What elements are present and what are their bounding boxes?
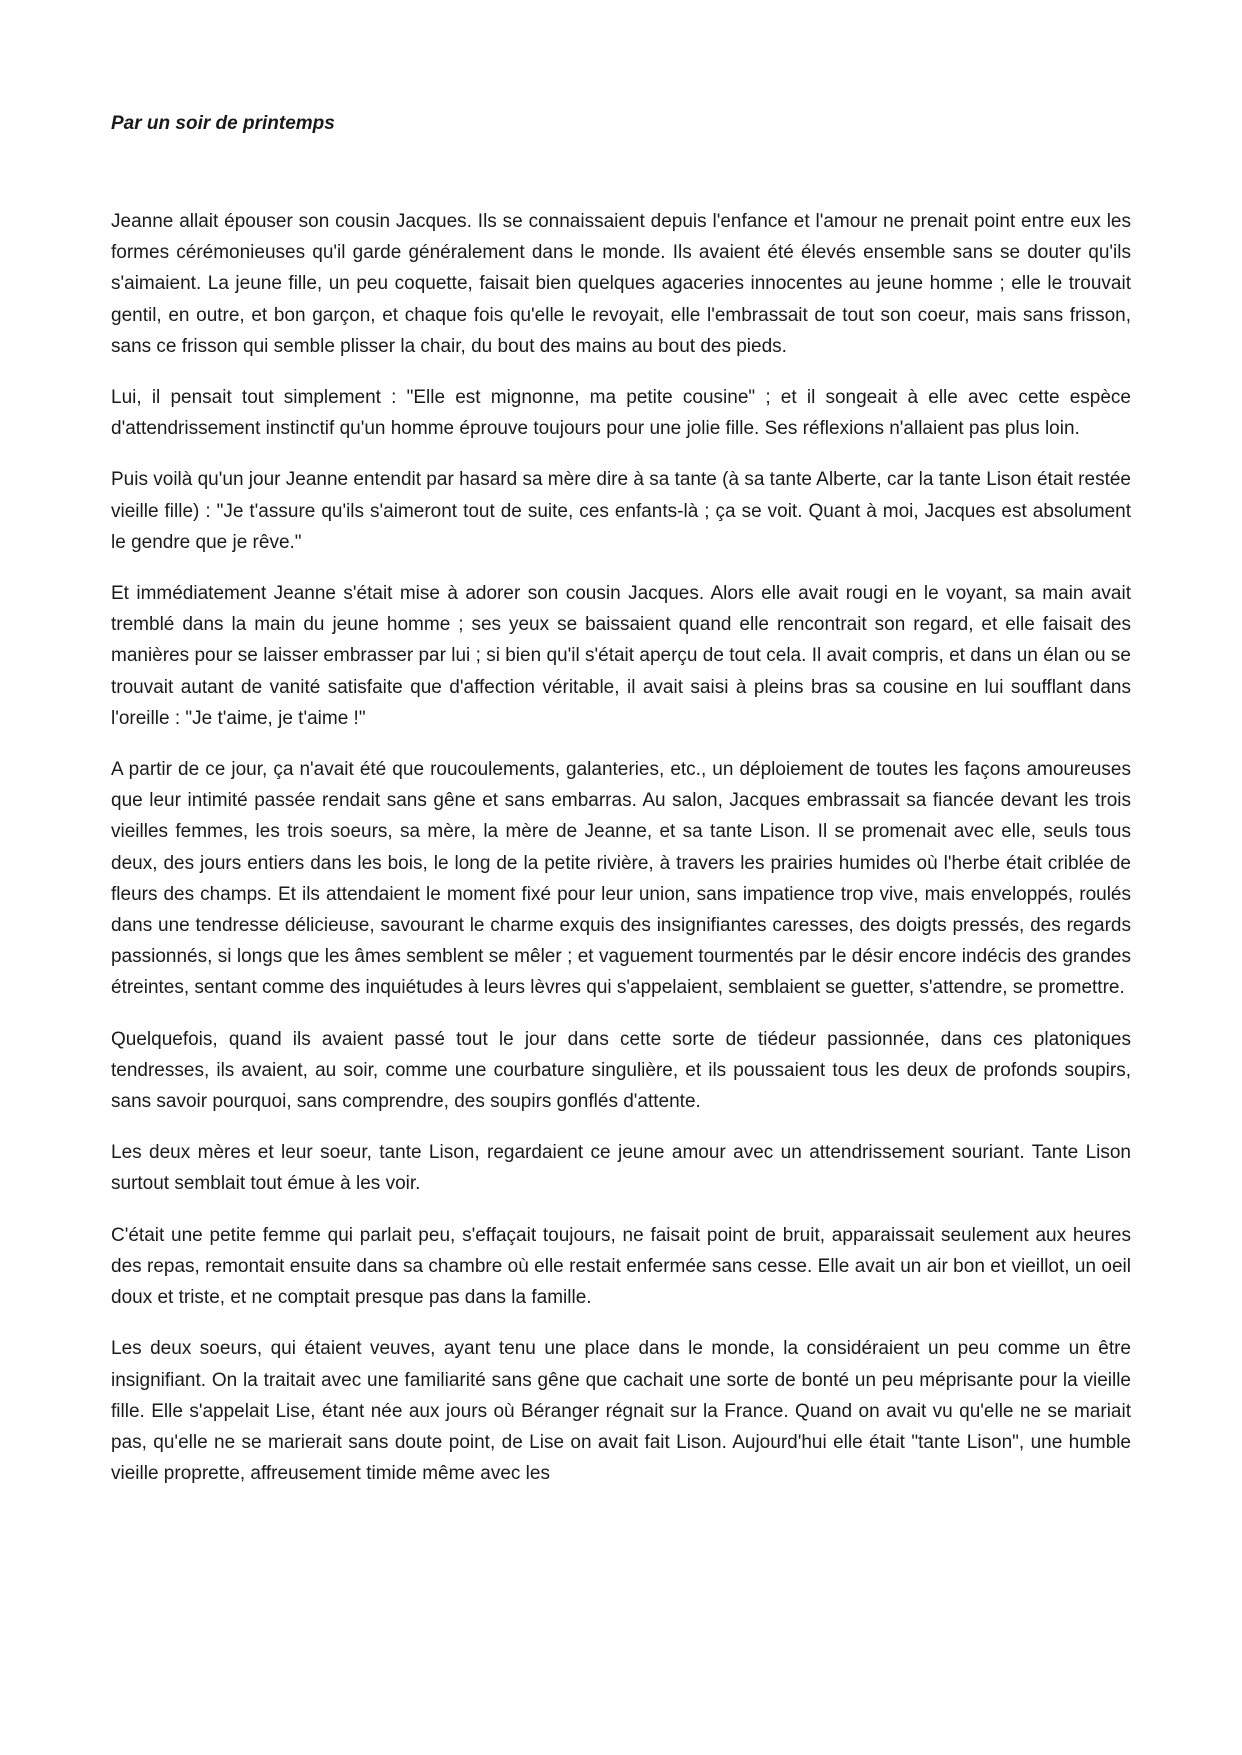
paragraph: A partir de ce jour, ça n'avait été que roucoulements, galanteries, etc., un déploiement de toutes les façons amoureuses que leur intimité passée rendait sans gêne et sans embarras. Au salon, Jacques embrassait sa fiancée devant les trois vieilles femmes, les trois soeurs, sa mère, la mère de Jeanne, et sa tante Lison. Il se promenait avec elle, seuls tous deux, des jours entiers dans les bois, le long de la petite rivière, à travers les prairies humides où l'herbe était criblée de fleurs des champs. Et ils attendaient le moment fixé pour leur union, sans impatience trop vive, mais enveloppés, roulés dans une tendresse délicieuse, savourant le charme exquis des insignifiantes caresses, des doigts pressés, des regards passionnés, si longs que les âmes semblent se mêler ; et vaguement tourmentés par le désir encore indécis des grandes étreintes, sentant comme des inquiétudes à leurs lèvres qui s'appelaient, semblaient se guetter, s'attendre, se promettre. xyxy=(111,759,1131,999)
paragraph: Quelquefois, quand ils avaient passé tout le jour dans cette sorte de tiédeur passionnée, dans ces platoniques tendresses, ils avaient, au soir, comme une courbature singulière, et ils poussaient tous les deux de profonds soupirs, sans savoir pourquoi, sans comprendre, des soupirs gonflés d'attente. xyxy=(111,1028,1131,1113)
document-body xyxy=(111,206,1131,1489)
paragraph: Et immédiatement Jeanne s'était mise à adorer son cousin Jacques. Alors elle avait rougi en le voyant, sa main avait tremblé dans la main du jeune homme ; ses yeux se baissaient quand elle rencontrait son regard, et elle faisait des manières pour se laisser embrasser par lui ; si bien qu'il s'était aperçu de tout cela. Il avait compris, et dans un élan ou se trouvait autant de vanité satisfaite que d'affection véritable, il avait saisi à pleins bras sa cousine en lui soufflant dans l'oreille : "Je t'aime, je t'aime !" xyxy=(111,583,1131,729)
paragraph: Puis voilà qu'un jour Jeanne entendit par hasard sa mère dire à sa tante (à sa tante Alberte, car la tante Lison était restée vieille fille) : "Je t'assure qu'ils s'aimeront tout de suite, ces enfants-là ; ça se voit. Quant à moi, Jacques est absolument le gendre que je rêve." xyxy=(111,469,1131,553)
paragraph: C'était une petite femme qui parlait peu, s'effaçait toujours, ne faisait point de bruit, apparaissait seulement aux heures des repas, remontait ensuite dans sa chambre où elle restait enfermée sans cesse. Elle avait un air bon et vieillot, un oeil doux et triste, et ne comptait presque pas dans la famille. xyxy=(111,1224,1131,1309)
document-title: Par un soir de printemps xyxy=(111,113,335,134)
paragraph: Les deux mères et leur soeur, tante Lison, regardaient ce jeune amour avec un attendrissement souriant. Tante Lison surtout semblait tout émue à les voir. xyxy=(111,1142,1131,1195)
paragraph: Jeanne allait épouser son cousin Jacques. Ils se connaissaient depuis l'enfance et l'amour ne prenait point entre eux les formes cérémonieuses qu'il garde généralement dans le monde. Ils avaient été élevés ensemble sans se douter qu'ils s'aimaient. La jeune fille, un peu coquette, faisait bien quelques agaceries innocentes au jeune homme ; elle le trouvait gentil, en outre, et bon garçon, et chaque fois qu'elle le revoyait, elle l'embrassait de tout son coeur, mais sans frisson, sans ce frisson qui semble plisser la chair, du bout des mains au bout des pieds. xyxy=(111,211,1131,357)
paragraph: Lui, il pensait tout simplement : "Elle est mignonne, ma petite cousine" ; et il songeait à elle avec cette espèce d'attendrissement instinctif qu'un homme éprouve toujours pour une jolie fille. Ses réflexions n'allaient pas plus loin. xyxy=(111,387,1131,440)
paragraph: Les deux soeurs, qui étaient veuves, ayant tenu une place dans le monde, la considéraient un peu comme un être insignifiant. On la traitait avec une familiarité sans gêne que cachait une sorte de bonté un peu méprisante pour la vieille fille. Elle s'appelait Lise, étant née aux jours où Béranger régnait sur la France. Quand on avait vu qu'elle ne se mariait pas, qu'elle ne se marierait sans doute point, de Lise on avait fait Lison. Aujourd'hui elle était "tante Lison", une humble vieille proprette, affreusement timide même avec les xyxy=(111,1338,1131,1485)
